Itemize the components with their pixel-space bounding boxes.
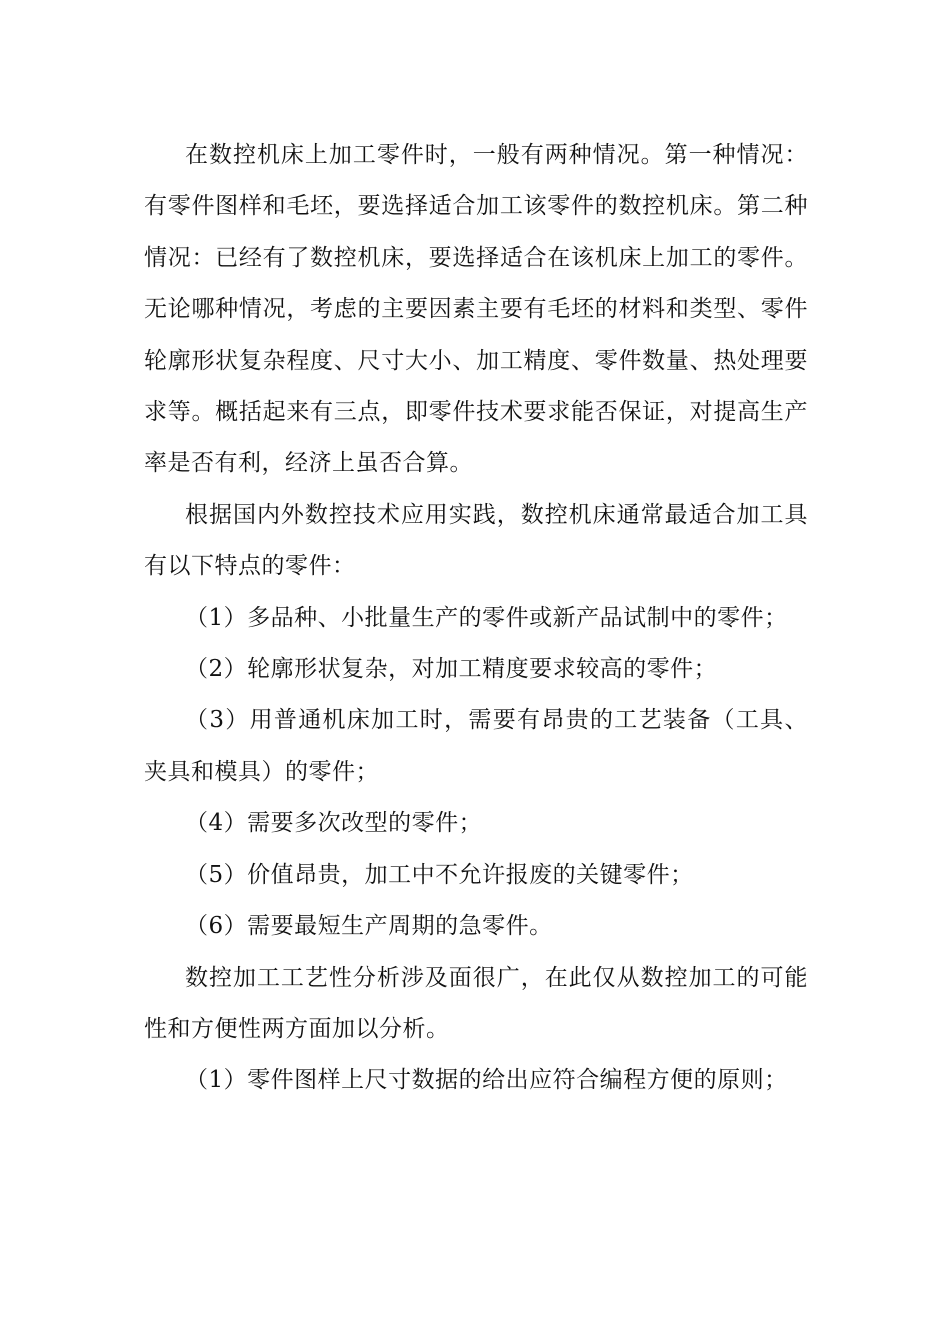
- paragraph-practice: 根据国内外数控技术应用实践，数控机床通常最适合加工具有以下特点的零件：: [144, 501, 808, 580]
- list-item-2: （2）轮廓形状复杂，对加工精度要求较高的零件；: [185, 656, 718, 683]
- paragraph-analysis: 数控加工工艺性分析涉及面很广，在此仅从数控加工的可能性和方便性两方面加以分析。: [144, 964, 808, 1042]
- list-item-4: （4）需要多次改型的零件；: [185, 810, 483, 837]
- list-item-3: （3）用普通机床加工时，需要有昂贵的工艺装备（工具、夹具和模具）的零件；: [144, 707, 808, 785]
- list-item-1: （1）多品种、小批量生产的零件或新产品试制中的零件；: [185, 604, 788, 631]
- list-item-6: （6）需要最短生产周期的急零件。: [185, 913, 553, 940]
- document-body: [144, 130, 808, 1107]
- list-item-5: （5）价值昂贵，加工中不允许报废的关键零件；: [185, 861, 694, 888]
- analysis-item-1: （1）零件图样上尺寸数据的给出应符合编程方便的原则；: [185, 1067, 788, 1094]
- paragraph-intro: 在数控机床上加工零件时，一般有两种情况。第一种情况：有零件图样和毛坯，要选择适合加工该零件的数控机床。第二种情况：已经有了数控机床，要选择适合在该机床上加工的零件。无论哪种情况，考虑的主要因素主要有毛坯的材料和类型、零件轮廓形状复杂程度、尺寸大小、加工精度、零件数量、热处理要求等。概括起来有三点，即零件技术要求能否保证，对提高生产率是否有利，经济上虽否合算。: [144, 142, 808, 477]
